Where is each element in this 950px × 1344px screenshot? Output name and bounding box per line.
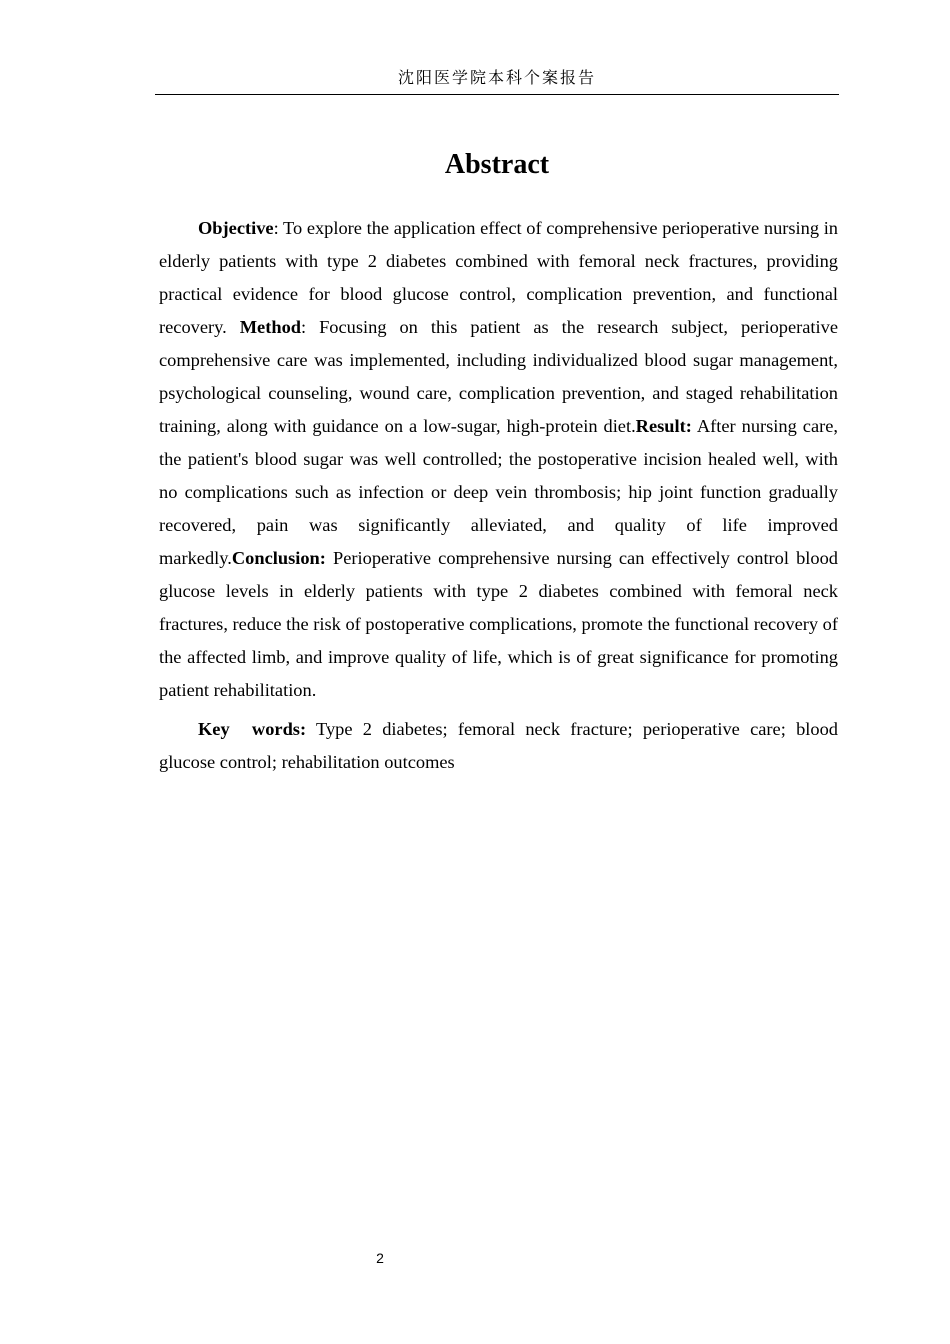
result-label: Result: [635,416,692,436]
abstract-body [159,212,838,779]
conclusion-text: Perioperative comprehensive nursing can effectively control blood glucose levels in elderly patients with type 2 diabetes combined with femoral neck fractures, reduce the risk of postoperative complications, promote the functional recovery of the affected limb, and improve quality of life, which is of great significance for promoting patient rehabilitation. [159,548,838,700]
header-title: 沈阳医学院本科个案报告 [397,68,596,87]
page-number: 2 [376,1250,384,1266]
keywords-paragraph [159,713,838,779]
method-separator: : [301,317,320,337]
method-label: Method [239,317,301,337]
page-header [155,66,839,95]
keywords-text: Type 2 diabetes; femoral neck fracture; perioperative care; blood glucose control; rehabilitation outcomes [159,719,838,772]
method-text: Focusing on this patient as the research subject, perioperative comprehensive care was implemented, including individualized blood sugar management, psychological counseling, wound care, complication prevention, and staged rehabilitation training, along with guidance on a low-sugar, high-protein diet. [159,317,838,436]
abstract-heading: Abstract [444,149,550,180]
conclusion-label: Conclusion: [231,548,326,568]
result-text: After nursing care, the patient's blood sugar was well controlled; the postoperative incision healed well, with no complications such as infection or deep vein thrombosis; hip joint function gradually recovered, pain was significantly alleviated, and quality of life improved markedly. [159,416,838,568]
objective-label: Objective [198,218,274,238]
abstract-paragraph [159,212,838,707]
objective-text: To explore the application effect of comprehensive perioperative nursing in elderly patients with type 2 diabetes combined with femoral neck fractures, providing practical evidence for blood glucose control, complication prevention, and functional recovery. [159,218,839,337]
keywords-label: Key words: [198,719,307,739]
objective-separator: : [273,218,284,238]
